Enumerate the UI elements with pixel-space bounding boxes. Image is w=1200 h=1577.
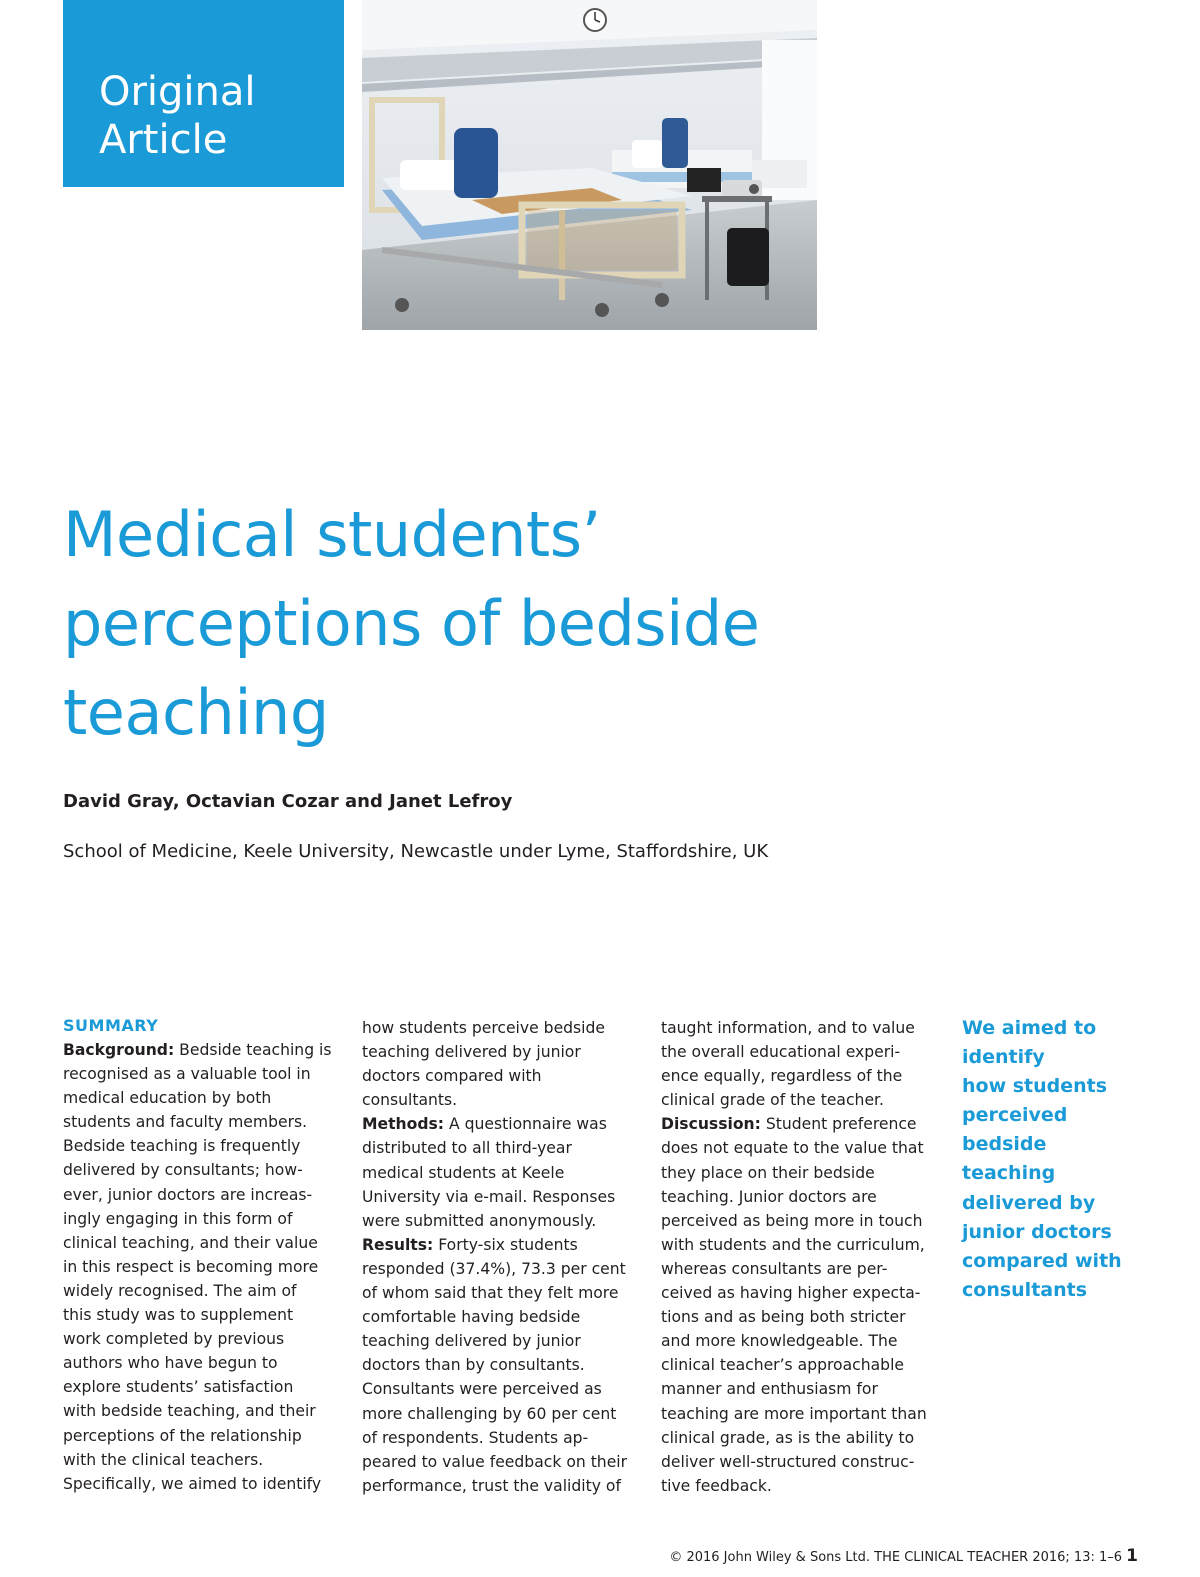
summary-line: deliver well-structured construc-: [661, 1452, 915, 1471]
title-line-3: teaching: [63, 676, 329, 749]
summary-line: of whom said that they felt more: [362, 1284, 619, 1303]
summary-line: University via e-mail. Responses: [362, 1187, 616, 1206]
summary-column-3: [661, 1016, 946, 1498]
summary-line: were submitted anonymously.: [362, 1211, 597, 1230]
summary-line: ceived as having higher expecta-: [661, 1284, 921, 1303]
summary-line: doctors compared with: [362, 1067, 542, 1086]
summary-line: clinical grade of the teacher.: [661, 1091, 884, 1110]
summary-line: this study was to supplement: [63, 1306, 294, 1325]
summary-line: recognised as a valuable tool in: [63, 1065, 311, 1084]
summary-line: distributed to all third-year: [362, 1139, 572, 1158]
summary-line: students and faculty members.: [63, 1113, 308, 1132]
summary-line: work completed by previous: [63, 1330, 285, 1349]
summary-text: Bedside teaching is: [174, 1041, 332, 1059]
discussion-label: Discussion:: [661, 1115, 761, 1134]
page-footer: [669, 1547, 1138, 1567]
affiliation: School of Medicine, Keele University, Newcastle under Lyme, Staffordshire, UK: [63, 841, 769, 862]
pull-quote-line: consultants: [962, 1278, 1088, 1301]
summary-line: doctors than by consultants.: [362, 1356, 585, 1375]
pull-quote-line: We aimed to: [962, 1017, 1097, 1039]
summary-line: teaching are more important than: [661, 1404, 927, 1423]
summary-line: perceptions of the relationship: [63, 1426, 302, 1445]
section-label-line2: Article: [99, 117, 228, 163]
summary-line: Bedside teaching is frequently: [63, 1137, 301, 1156]
summary-line: tions and as being both stricter: [661, 1308, 906, 1327]
summary-line: the overall educational experi-: [661, 1043, 901, 1062]
summary-line: consultants.: [362, 1091, 458, 1110]
summary-line: authors who have begun to: [63, 1354, 278, 1373]
methods-label: Methods:: [362, 1115, 445, 1134]
copyright-citation: © 2016 John Wiley & Sons Ltd. THE CLINICAL TEACHER 2016; 13: 1–6: [669, 1550, 1123, 1565]
summary-line: tive feedback.: [661, 1476, 772, 1495]
summary-column-1: [63, 1014, 348, 1496]
summary-line: clinical grade, as is the ability to: [661, 1428, 915, 1447]
summary-text: Student preference: [760, 1115, 917, 1134]
pull-quote-line: identify: [962, 1046, 1045, 1069]
summary-line: in this respect is becoming more: [63, 1257, 319, 1276]
summary-line: performance, trust the validity of: [362, 1476, 621, 1495]
section-badge: [63, 0, 344, 187]
pull-quote-line: junior doctors: [962, 1220, 1112, 1243]
summary-line: clinical teaching, and their value: [63, 1233, 318, 1252]
summary-line: delivered by consultants; how-: [63, 1161, 303, 1180]
pull-quote-line: teaching: [962, 1162, 1056, 1185]
summary-text: A questionnaire was: [444, 1115, 607, 1134]
pull-quote: [962, 1014, 1162, 1305]
summary-line: perceived as being more in touch: [661, 1211, 923, 1230]
summary-text: Forty-six students: [433, 1235, 578, 1254]
summary-line: teaching delivered by junior: [362, 1332, 581, 1351]
summary-line: taught information, and to value: [661, 1019, 915, 1037]
results-label: Results:: [362, 1235, 434, 1254]
summary-line: [362, 1112, 647, 1136]
summary-line: with bedside teaching, and their: [63, 1402, 316, 1421]
page-number: 1: [1126, 1546, 1138, 1566]
summary-line: teaching delivered by junior: [362, 1043, 581, 1062]
summary-column-2: [362, 1016, 647, 1498]
summary-line: teaching. Junior doctors are: [661, 1187, 877, 1206]
summary-line: how students perceive bedside: [362, 1019, 606, 1037]
summary-line: they place on their bedside: [661, 1163, 875, 1182]
title-line-2: perceptions of bedside: [63, 587, 760, 660]
summary-line: with the clinical teachers.: [63, 1450, 264, 1469]
pull-quote-line: compared with: [962, 1249, 1122, 1272]
summary-line: more challenging by 60 per cent: [362, 1404, 617, 1423]
pull-quote-line: how students: [962, 1075, 1108, 1098]
title-line-1: Medical students’: [63, 498, 601, 571]
summary-line: clinical teacher’s approachable: [661, 1356, 904, 1375]
summary-line: with students and the curriculum,: [661, 1235, 925, 1254]
hospital-ward-photo: [362, 0, 817, 330]
summary-line: does not equate to the value that: [661, 1139, 924, 1158]
summary-line: Specifically, we aimed to identify: [63, 1474, 322, 1493]
summary-line: ever, junior doctors are increas-: [63, 1185, 313, 1204]
summary-line: widely recognised. The aim of: [63, 1281, 297, 1300]
summary-line: Consultants were perceived as: [362, 1380, 602, 1399]
summary-line: whereas consultants are per-: [661, 1259, 888, 1278]
summary-line: [661, 1112, 946, 1136]
summary-heading: SUMMARY: [63, 1016, 159, 1035]
summary-line: medical students at Keele: [362, 1163, 565, 1182]
section-label-line1: Original: [99, 69, 256, 115]
summary-line: ence equally, regardless of the: [661, 1067, 903, 1086]
summary-line: medical education by both: [63, 1089, 272, 1108]
summary-line: explore students’ satisfaction: [63, 1378, 294, 1397]
summary-line: of respondents. Students ap-: [362, 1428, 589, 1447]
summary-line: [362, 1233, 647, 1257]
summary-line: manner and enthusiasm for: [661, 1380, 878, 1399]
pull-quote-line: bedside: [962, 1133, 1047, 1156]
summary-line: comfortable having bedside: [362, 1308, 581, 1327]
summary-line: and more knowledgeable. The: [661, 1332, 898, 1351]
article-title: [63, 490, 963, 757]
summary-line: peared to value feedback on their: [362, 1452, 628, 1471]
authors: David Gray, Octavian Cozar and Janet Lefroy: [63, 791, 513, 812]
summary-line: responded (37.4%), 73.3 per cent: [362, 1259, 626, 1278]
background-label: Background:: [63, 1041, 175, 1059]
pull-quote-line: delivered by: [962, 1191, 1096, 1214]
summary-line: ingly engaging in this form of: [63, 1209, 293, 1228]
summary-line: [63, 1038, 348, 1062]
section-label: [99, 68, 256, 164]
pull-quote-line: perceived: [962, 1104, 1068, 1127]
